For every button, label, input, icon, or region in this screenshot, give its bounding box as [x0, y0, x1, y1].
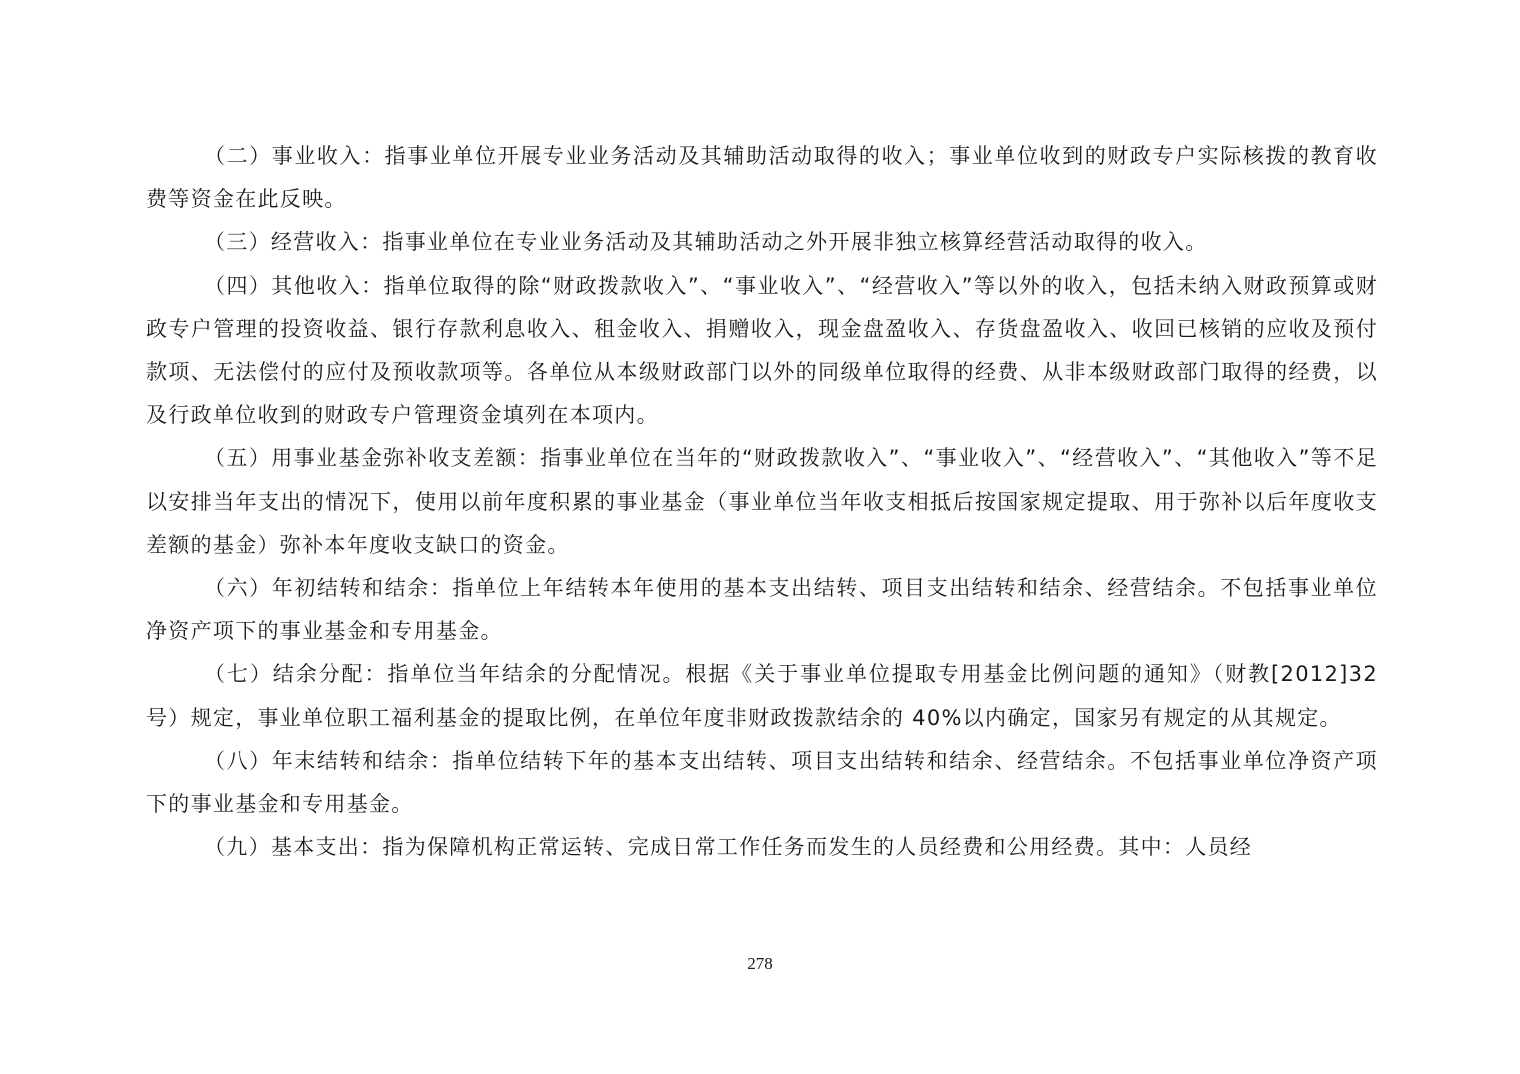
paragraph-closing-balance: （八）年末结转和结余：指单位结转下年的基本支出结转、项目支出结转和结余、经营结余。不包括事业单位净资产项下的事业基金和专用基金。 — [146, 748, 1378, 817]
paragraph-basic-expenditure: （九）基本支出：指为保障机构正常运转、完成日常工作任务而发生的人员经费和公用经费。其中：人员经 — [204, 835, 1253, 860]
paragraph-business-fund-offset: （五）用事业基金弥补收支差额：指事业单位在当年的“财政拨款收入”、“事业收入”、“经营收入”、“其他收入”等不足以安排当年支出的情况下，使用以前年度积累的事业基金（事业单位当年收支相抵后按国家规定提取、用于弥补以后年度收支差额的基金）弥补本年度收支缺口的资金。 — [146, 446, 1378, 557]
paragraph-business-income: （二）事业收入：指事业单位开展专业业务活动及其辅助活动取得的收入；事业单位收到的财政专户实际核拨的教育收费等资金在此反映。 — [146, 144, 1378, 212]
document-body — [146, 135, 1378, 869]
paragraph-opening-balance: （六）年初结转和结余：指单位上年结转本年使用的基本支出结转、项目支出结转和结余、经营结余。不包括事业单位净资产项下的事业基金和专用基金。 — [146, 576, 1378, 644]
paragraph-operating-income: （三）经营收入：指事业单位在专业业务活动及其辅助活动之外开展非独立核算经营活动取得的收入。 — [204, 230, 1208, 255]
paragraph-other-income: （四）其他收入：指单位取得的除“财政拨款收入”、“事业收入”、“经营收入”等以外的收入，包括未纳入财政预算或财政专户管理的投资收益、银行存款利息收入、租金收入、捐赠收入，现金盘盈收入、存货盘盈收入、收回已核销的应收及预付款项、无法偿付的应付及预收款项等。各单位从本级财政部门以外的同级单位取得的经费、从非本级财政部门取得的经费，以及行政单位收到的财政专户管理资金填列在本项内。 — [146, 273, 1378, 428]
page-number: 278 — [747, 954, 773, 973]
paragraph-surplus-distribution: （七）结余分配：指单位当年结余的分配情况。根据《关于事业单位提取专用基金比例问题的通知》（财教[2012]32 号）规定，事业单位职工福利基金的提取比例，在单位年度非财政拨款结余的 40%以内确定，国家另有规定的从其规定。 — [146, 662, 1378, 730]
